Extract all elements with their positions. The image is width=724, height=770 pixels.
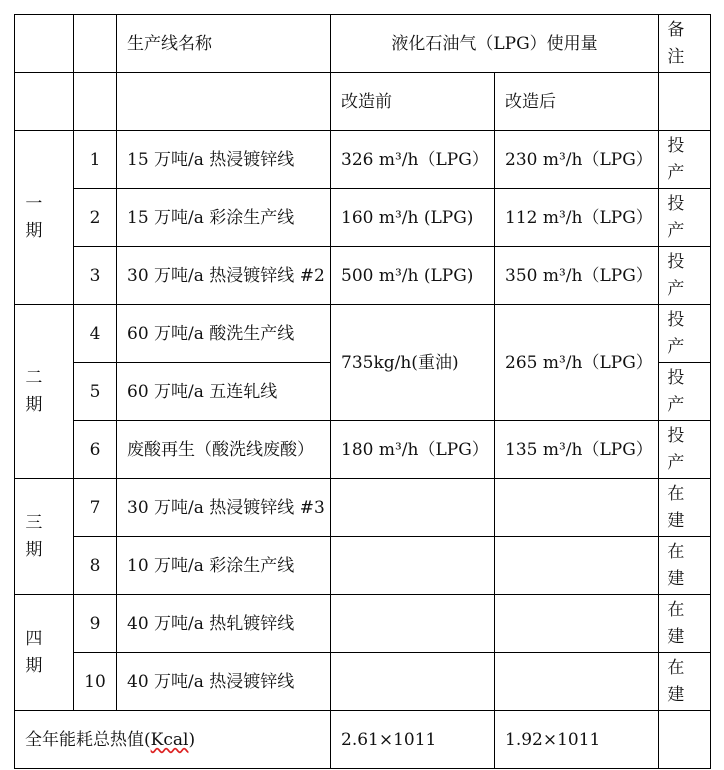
status-note: 投产 <box>659 131 711 189</box>
usage-after: 265 m³/h（LPG） <box>495 305 659 421</box>
row-number: 10 <box>74 653 117 711</box>
status-note: 投产 <box>659 363 711 421</box>
header-blank-phase <box>15 15 74 73</box>
table-row <box>15 189 711 247</box>
line-name: 15 万吨/a 热浸镀锌线 <box>117 131 331 189</box>
usage-before <box>331 653 495 711</box>
subheader-blank-phase <box>15 73 74 131</box>
row-number: 5 <box>74 363 117 421</box>
table-row <box>15 131 711 189</box>
energy-usage-table <box>14 14 711 769</box>
total-before: 2.61×1011 <box>331 711 495 769</box>
status-note: 投产 <box>659 305 711 363</box>
usage-after: 230 m³/h（LPG） <box>495 131 659 189</box>
header-after: 改造后 <box>495 73 659 131</box>
header-note: 备注 <box>659 15 711 73</box>
line-name: 废酸再生（酸洗线废酸） <box>117 421 331 479</box>
total-after: 1.92×1011 <box>495 711 659 769</box>
total-note <box>659 711 711 769</box>
usage-after: 135 m³/h（LPG） <box>495 421 659 479</box>
header-lpg-usage: 液化石油气（LPG）使用量 <box>331 15 659 73</box>
row-number: 9 <box>74 595 117 653</box>
table-row <box>15 305 711 363</box>
table-row <box>15 479 711 537</box>
line-name: 15 万吨/a 彩涂生产线 <box>117 189 331 247</box>
table-row <box>15 421 711 479</box>
table-row <box>15 653 711 711</box>
usage-before <box>331 537 495 595</box>
usage-before: 500 m³/h (LPG) <box>331 247 495 305</box>
line-name: 40 万吨/a 热轧镀锌线 <box>117 595 331 653</box>
header-before: 改造前 <box>331 73 495 131</box>
status-note: 投产 <box>659 189 711 247</box>
total-label: 全年能耗总热值(Kcal) <box>15 711 331 769</box>
usage-after <box>495 595 659 653</box>
phase-cell: 三期 <box>15 479 74 595</box>
row-number: 4 <box>74 305 117 363</box>
line-name: 30 万吨/a 热浸镀锌线 #3 <box>117 479 331 537</box>
line-name: 60 万吨/a 五连轧线 <box>117 363 331 421</box>
line-name: 40 万吨/a 热浸镀锌线 <box>117 653 331 711</box>
usage-after <box>495 479 659 537</box>
status-note: 在建 <box>659 653 711 711</box>
status-note: 在建 <box>659 479 711 537</box>
usage-before: 180 m³/h（LPG） <box>331 421 495 479</box>
status-note: 在建 <box>659 595 711 653</box>
row-number: 7 <box>74 479 117 537</box>
phase-cell: 四期 <box>15 595 74 711</box>
total-row <box>15 711 711 769</box>
header-blank-no <box>74 15 117 73</box>
line-name: 10 万吨/a 彩涂生产线 <box>117 537 331 595</box>
usage-before <box>331 479 495 537</box>
status-note: 投产 <box>659 421 711 479</box>
row-number: 3 <box>74 247 117 305</box>
table-row <box>15 247 711 305</box>
line-name: 60 万吨/a 酸洗生产线 <box>117 305 331 363</box>
usage-after <box>495 537 659 595</box>
subheader-blank-note <box>659 73 711 131</box>
row-number: 2 <box>74 189 117 247</box>
status-note: 在建 <box>659 537 711 595</box>
phase-cell: 一期 <box>15 131 74 305</box>
usage-before: 326 m³/h（LPG） <box>331 131 495 189</box>
table-row <box>15 595 711 653</box>
row-number: 6 <box>74 421 117 479</box>
table-row <box>15 537 711 595</box>
row-number: 1 <box>74 131 117 189</box>
usage-after: 112 m³/h（LPG） <box>495 189 659 247</box>
usage-after <box>495 653 659 711</box>
header-line-name: 生产线名称 <box>117 15 331 73</box>
subheader-blank-no <box>74 73 117 131</box>
row-number: 8 <box>74 537 117 595</box>
usage-before: 160 m³/h (LPG) <box>331 189 495 247</box>
usage-before <box>331 595 495 653</box>
usage-after: 350 m³/h（LPG） <box>495 247 659 305</box>
subheader-blank-name <box>117 73 331 131</box>
line-name: 30 万吨/a 热浸镀锌线 #2 <box>117 247 331 305</box>
status-note: 投产 <box>659 247 711 305</box>
usage-before: 735kg/h(重油) <box>331 305 495 421</box>
phase-cell: 二期 <box>15 305 74 479</box>
